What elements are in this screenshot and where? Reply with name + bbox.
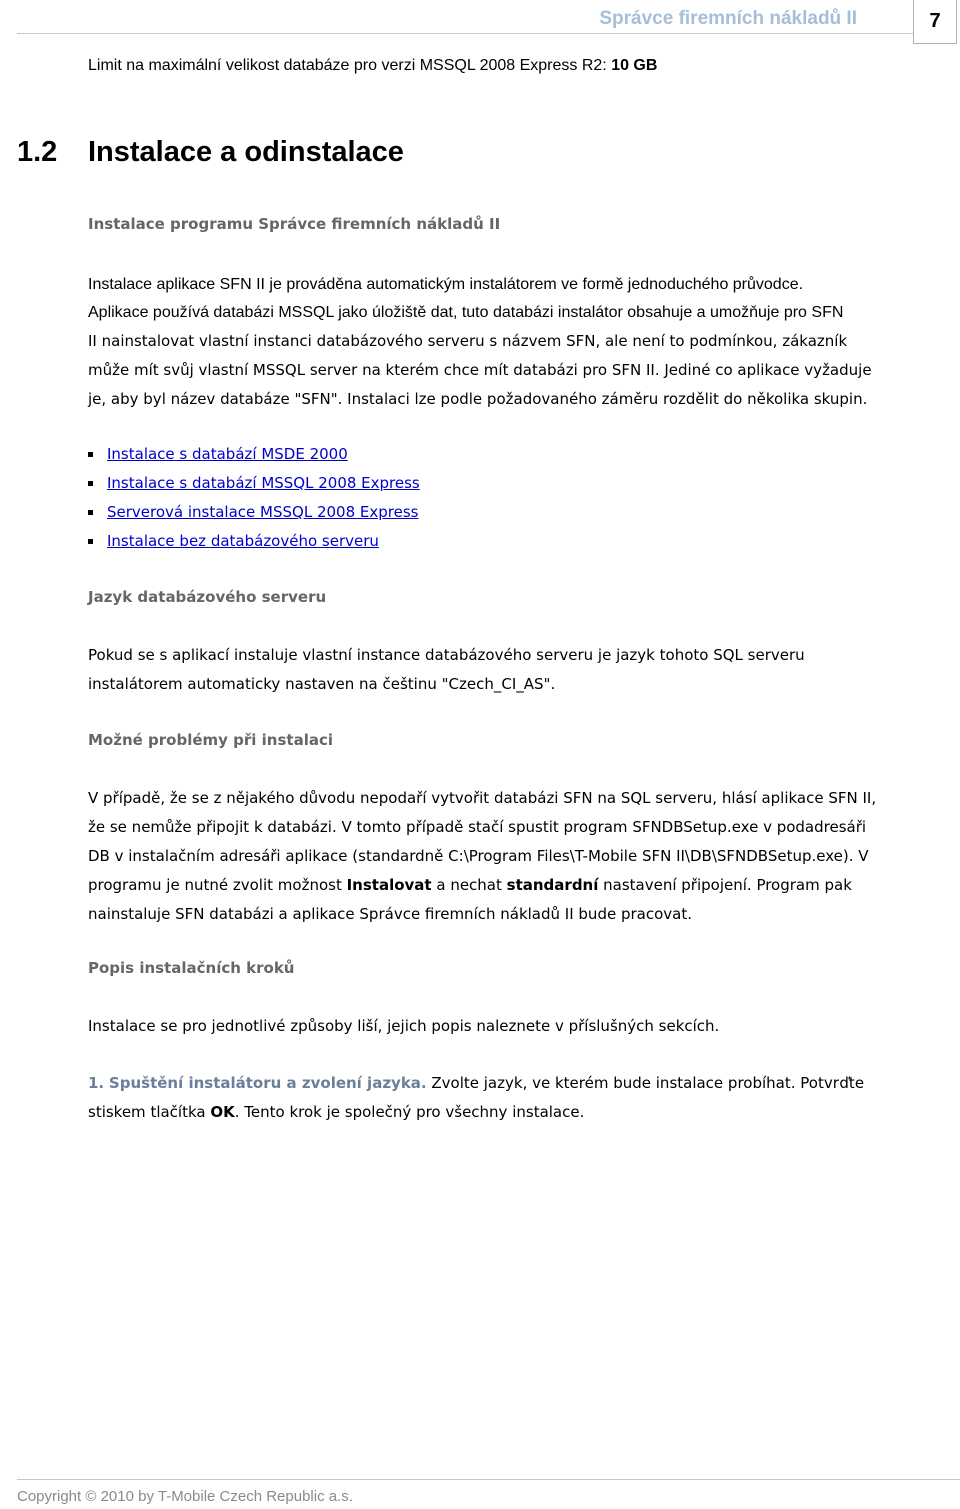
install-body	[88, 298, 948, 414]
language-body	[88, 641, 948, 699]
list-item	[88, 527, 420, 556]
section-heading-install: Instalace programu Správce firemních nákladů II	[88, 215, 501, 233]
install-intro: Instalace aplikace SFN II je prováděna automatickým instalátorem ve formě jednoduchého průvodce.	[88, 276, 804, 293]
section-heading-steps: Popis instalačních kroků	[88, 959, 295, 977]
step-1-line: 1. Spuštění instalátoru a zvolení jazyka. Zvolte jazyk, ve kterém bude instalace probíhat. Potvrďte	[88, 1074, 865, 1092]
header-title: Správce firemních nákladů II	[599, 8, 857, 29]
bullet-icon	[88, 452, 93, 457]
limit-text: Limit na maximální velikost databáze pro verzi MSSQL 2008 Express R2:	[88, 57, 612, 74]
bullet-icon	[88, 510, 93, 515]
step-1-line: stiskem tlačítka OK. Tento krok je společný pro všechny instalace.	[88, 1103, 585, 1121]
list-item	[88, 498, 420, 527]
install-body-line: je, aby byl název databáze "SFN". Instalaci lze podle požadovaného záměru rozdělit do několika skupin.	[88, 390, 868, 408]
option-standard-name: standardní	[506, 876, 599, 894]
problems-body-line: že se nemůže připojit k databázi. V tomto případě stačí spustit program SFNDBSetup.exe v podadresáři	[88, 818, 867, 836]
footer-copyright: Copyright © 2010 by T-Mobile Czech Republic a.s.	[17, 1488, 353, 1505]
database-size-limit	[88, 57, 657, 75]
link-install-msde[interactable]: Instalace s databází MSDE 2000	[107, 445, 348, 463]
chapter-number: 1.2	[17, 136, 58, 168]
footer-divider	[17, 1479, 960, 1480]
link-server-install-mssql-2008[interactable]: Serverová instalace MSSQL 2008 Express	[107, 503, 419, 521]
problems-body-line: programu je nutné zvolit možnost Instalovat a nechat standardní nastavení připojení. Program pak	[88, 876, 852, 894]
install-type-list	[88, 440, 420, 556]
steps-intro: Instalace se pro jednotlivé způsoby liší, jejich popis naleznete v příslušných sekcích.	[88, 1017, 720, 1035]
section-heading-problems: Možné problémy při instalaci	[88, 731, 333, 749]
language-body-line: Pokud se s aplikací instaluje vlastní instance databázového serveru je jazyk tohoto SQL serveru	[88, 646, 805, 664]
install-body-line: Aplikace používá databázi MSSQL jako úložiště dat, tuto databázi instalátor obsahuje a umožňuje pro SFN	[88, 304, 844, 321]
language-body-line: instalátorem automaticky nastaven na češtinu "Czech_CI_AS".	[88, 675, 556, 693]
ok-button-name: OK	[210, 1103, 235, 1121]
page-number: 7	[913, 0, 957, 44]
header-divider	[17, 33, 913, 34]
chapter-heading	[17, 136, 404, 169]
chapter-title: Instalace a odinstalace	[88, 136, 404, 168]
step-1-title: Spuštění instalátoru a zvolení jazyka.	[108, 1074, 427, 1092]
step-1-number: 1.	[88, 1074, 105, 1092]
install-body-line: II nainstalovat vlastní instanci databázového serveru s názvem SFN, ale není to podmínkou, zákazník	[88, 332, 848, 350]
bullet-icon	[88, 539, 93, 544]
problems-body	[88, 784, 948, 929]
problems-body-line: V případě, že se z nějakého důvodu nepodaří vytvořit databázi SFN na SQL serveru, hlásí aplikace SFN II,	[88, 789, 877, 807]
problems-body-line: nainstaluje SFN databázi a aplikace Správce firemních nákladů II bude pracovat.	[88, 905, 692, 923]
problems-body-line: DB v instalačním adresáři aplikace (standardně C:\Program Files\T-Mobile SFN II\DB\SFNDBSetup.exe). V	[88, 847, 869, 865]
section-heading-language: Jazyk databázového serveru	[88, 588, 327, 606]
link-install-no-server[interactable]: Instalace bez databázového serveru	[107, 532, 379, 550]
limit-value: 10 GB	[611, 57, 658, 74]
list-item	[88, 469, 420, 498]
bullet-icon	[88, 481, 93, 486]
option-install-name: Instalovat	[346, 876, 432, 894]
list-item	[88, 440, 420, 469]
step-1	[88, 1069, 948, 1127]
install-body-line: může mít svůj vlastní MSSQL server na kterém chce mít databázi pro SFN II. Jediné co aplikace vyžaduje	[88, 361, 872, 379]
link-install-mssql-2008[interactable]: Instalace s databází MSSQL 2008 Express	[107, 474, 420, 492]
